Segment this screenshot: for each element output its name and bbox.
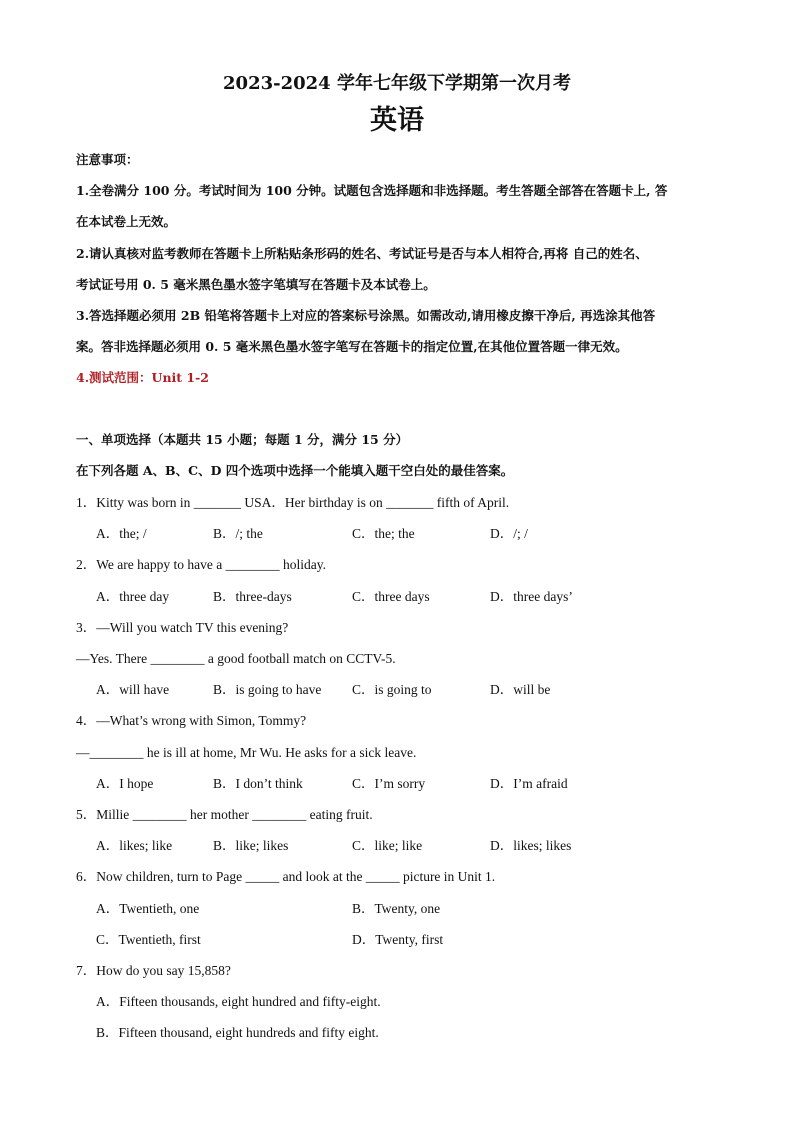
test-scope: 4.测试范围：Unit 1-2 [76, 370, 209, 385]
option-c: C．the; the [352, 526, 415, 541]
option-a: A．likes; like [96, 838, 173, 853]
option-b: B．Fifteen thousand, eight hundreds and fifty eight. [96, 1025, 379, 1040]
option-b: B．I don’t think [213, 776, 303, 791]
question-stem: 2．We are happy to have a ________ holiday. [76, 557, 326, 572]
question-stem: 3．—Will you watch TV this evening? [76, 620, 289, 635]
note-line: 1.全卷满分 100 分。考试时间为 100 分钟。试题包含选择题和非选择题。考生答题全部答在答题卡上, 答 [76, 183, 668, 198]
section-heading: 一、单项选择（本题共 15 小题；每题 1 分，满分 15 分） [76, 432, 409, 447]
note-line: 考试证号用 0. 5 毫米黑色墨水签字笔填写在答题卡及本试卷上。 [76, 277, 436, 292]
option-d: D．likes; likes [490, 838, 572, 853]
option-d: D．three days’ [490, 589, 573, 604]
option-c: C．three days [352, 589, 430, 604]
option-b: B．three-days [213, 589, 292, 604]
option-a: A．I hope [96, 776, 154, 791]
option-a: A．Twentieth, one [96, 901, 200, 916]
option-c: C．Twentieth, first [96, 932, 201, 947]
option-a: A．three day [96, 589, 170, 604]
option-c: C．like; like [352, 838, 423, 853]
option-b: B．like; likes [213, 838, 289, 853]
subject-title: 英语 [370, 105, 424, 136]
option-b: B．is going to have [213, 682, 322, 697]
note-line: 2.请认真核对监考教师在答题卡上所粘贴条形码的姓名、考试证号是否与本人相符合,再将 自己的姓名、 [76, 246, 648, 261]
option-c: C．I’m sorry [352, 776, 426, 791]
option-d: D．will be [490, 682, 551, 697]
question-stem: 6．Now children, turn to Page _____ and look at the _____ picture in Unit 1. [76, 869, 496, 884]
question-stem-continued: —Yes. There ________ a good football match on CCTV-5. [76, 651, 396, 666]
question-stem: 1．Kitty was born in _______ USA．Her birthday is on _______ fifth of April. [76, 495, 510, 510]
option-c: C．is going to [352, 682, 432, 697]
note-line: 在本试卷上无效。 [76, 214, 177, 229]
section-instruction: 在下列各题 A、B、C、D 四个选项中选择一个能填入题干空白处的最佳答案。 [76, 463, 514, 478]
option-d: D．I’m afraid [490, 776, 568, 791]
question-stem: 4．—What’s wrong with Simon, Tommy? [76, 713, 307, 728]
option-b: B．Twenty, one [352, 901, 441, 916]
note-line: 3.答选择题必须用 2B 铅笔将答题卡上对应的答案标号涂黑。如需改动,请用橡皮擦干净后, 再选涂其他答 [76, 308, 656, 323]
question-stem: 7．How do you say 15,858? [76, 963, 231, 978]
note-line: 案。答非选择题必须用 0. 5 毫米黑色墨水签字笔写在答题卡的指定位置,在其他位置答题一律无效。 [76, 339, 628, 354]
option-d: D．/; / [490, 526, 528, 541]
option-a: A．the; / [96, 526, 147, 541]
option-d: D．Twenty, first [352, 932, 444, 947]
notes-heading: 注意事项： [76, 152, 139, 167]
option-b: B．/; the [213, 526, 263, 541]
exam-title: 2023-2024 学年七年级下学期第一次月考 [223, 73, 571, 94]
question-stem: 5．Millie ________ her mother ________ eating fruit. [76, 807, 373, 822]
option-a: A．will have [96, 682, 170, 697]
question-stem-continued: —________ he is ill at home, Mr Wu. He asks for a sick leave. [76, 745, 417, 760]
option-a: A．Fifteen thousands, eight hundred and fifty-eight. [96, 994, 381, 1009]
